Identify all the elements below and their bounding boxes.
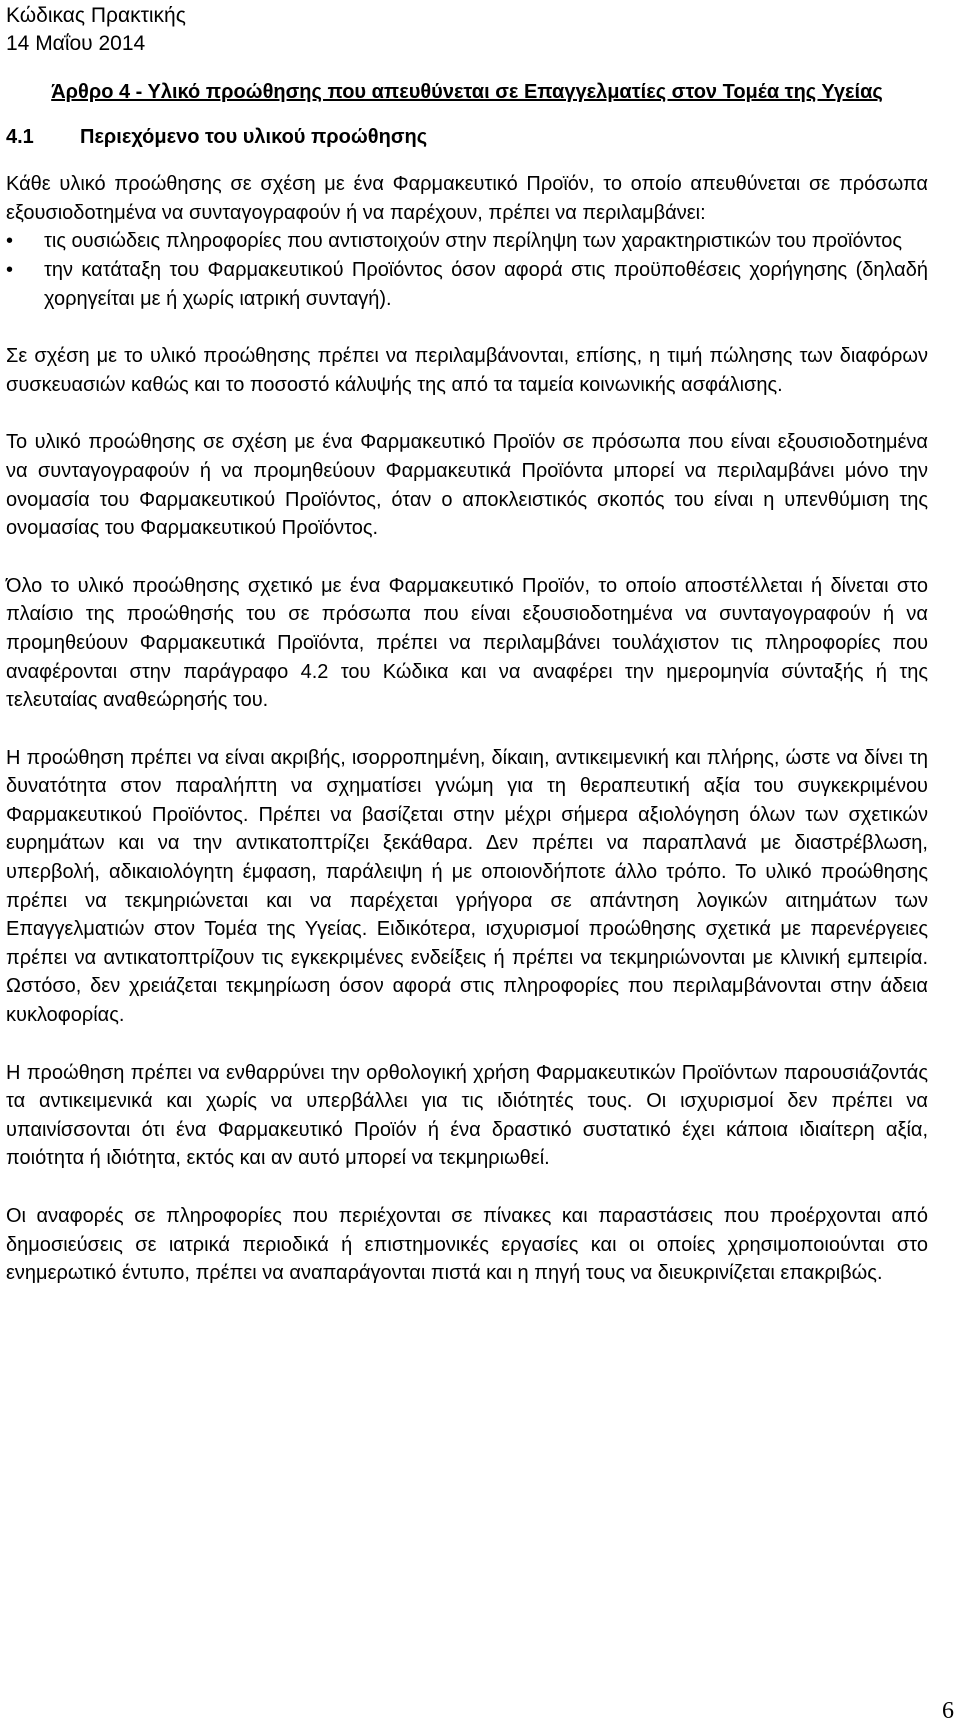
section-number: 4.1 [6,125,34,148]
section-heading [6,123,928,152]
requirements-list [6,227,928,313]
list-item: • τις ουσιώδεις πληροφορίες που αντιστοιχούν στην περίληψη των χαρακτηριστικών του προϊόντος [6,227,928,256]
page-number: 6 [942,1698,954,1724]
paragraph-minimum-info: Όλο το υλικό προώθησης σχετικό με ένα Φαρμακευτικό Προϊόν, το οποίο αποστέλλεται ή δίνεται στο πλαίσιο της προώθησής του σε πρόσωπα που είναι εξουσιοδοτημένα να συνταγογραφούν ή να προμηθεύουν Φαρμακευτικά Προϊόντα, πρέπει να περιλαμβάνει τουλάχιστον τις πληροφορίες που αναφέρονται στην παράγραφο 4.2 του Κώδικα και να αναφέρει την ημερομηνία σύνταξής ή της τελευταίας αναθεώρησής του. [6,574,928,712]
paragraph-reminder: Το υλικό προώθησης σε σχέση με ένα Φαρμακευτικό Προϊόν σε πρόσωπα που είναι εξουσιοδοτημένα να συνταγογραφούν ή να προμηθεύουν Φαρμακευτικά Προϊόντα μπορεί να περιλαμβάνει μόνο την ονομασία του Φαρμακευτικού Προϊόντος, όταν ο αποκλειστικός σκοπός του είναι η υπενθύμιση της ονομασίας του Φαρμακευτικού Προϊόντος. [6,431,928,540]
document-body [6,78,928,1288]
paragraph-rational-use: Η προώθηση πρέπει να ενθαρρύνει την ορθολογική χρήση Φαρμακευτικών Προϊόντων παρουσιάζοντάς τα αντικειμενικά και χωρίς να υπερβάλλει για τις ιδιότητές τους. Οι ισχυρισμοί δεν πρέπει να υπαινίσσονται ότι ένα Φαρμακευτικό Προϊόν ή ένα δραστικό συστατικό έχει κάποια ιδιαίτερη αξία, ποιότητα ή ιδιότητα, εκτός και αν αυτό μπορεί να τεκμηριωθεί. [6,1061,928,1170]
intro-paragraph: Κάθε υλικό προώθησης σε σχέση με ένα Φαρμακευτικό Προϊόν, το οποίο απευθύνεται σε πρόσωπα εξουσιοδοτημένα να συνταγογραφούν ή να παρέχουν, πρέπει να περιλαμβάνει: [6,173,928,224]
article-title: Άρθρο 4 - Υλικό προώθησης που απευθύνεται σε Επαγγελματίες στον Τομέα της Υγείας [51,81,883,103]
list-item: • την κατάταξη του Φαρμακευτικού Προϊόντος όσον αφορά στις προϋποθέσεις χορήγησης (δηλαδή χορηγείται με ή χωρίς ιατρική συνταγή). [6,256,928,313]
section-title: Περιεχόμενο του υλικού προώθησης [80,125,428,148]
page-header [6,2,186,58]
paragraph-price: Σε σχέση με το υλικό προώθησης πρέπει να περιλαμβάνονται, επίσης, η τιμή πώλησης των διαφόρων συσκευασιών καθώς και το ποσοστό κάλυψής της από τα ταμεία κοινωνικής ασφάλισης. [6,345,928,396]
document-title: Κώδικας Πρακτικής [6,4,186,27]
document-date: 14 Μαΐου 2014 [6,32,146,55]
paragraph-references: Οι αναφορές σε πληροφορίες που περιέχονται σε πίνακες και παραστάσεις που προέρχονται από δημοσιεύσεις σε ιατρικά περιοδικά ή επιστημονικές εργασίες και οι οποίες χρησιμοποιούνται στο ενημερωτικό έντυπο, πρέπει να αναπαράγονται πιστά και η πηγή τους να διευκρινίζεται επακριβώς. [6,1205,928,1285]
paragraph-accuracy: Η προώθηση πρέπει να είναι ακριβής, ισορροπημένη, δίκαιη, αντικειμενική και πλήρης, ώστε να δίνει τη δυνατότητα στον παραλήπτη να σχηματίσει γνώμη για τη θεραπευτική αξία του συγκεκριμένου Φαρμακευτικού Προϊόντος. Πρέπει να βασίζεται στην μέχρι σήμερα αξιολόγηση όλων των σχετικών ευρημάτων και να την αντικατοπτρίζει ξεκάθαρα. Δεν πρέπει να παραπλανά με διαστρέβλωση, υπερβολή, αδικαιολόγητη έμφαση, παράλειψη ή με οποιονδήποτε άλλο τρόπο. Το υλικό προώθησης πρέπει να τεκμηριώνεται και να παρέχεται γρήγορα σε απάντηση λογικών αιτημάτων των Επαγγελματιών στον Τομέα της Υγείας. Ειδικότερα, ισχυρισμοί προώθησης σχετικά με παρενέργειες πρέπει να αντικατοπτρίζουν τις εγκεκριμένες ενδείξεις ή πρέπει να τεκμηριώνονται με κλινική εμπειρία. Ωστόσο, δεν χρειάζεται τεκμηρίωση όσον αφορά στις πληροφορίες που περιλαμβάνονται στην άδεια κυκλοφορίας. [6,746,928,1027]
